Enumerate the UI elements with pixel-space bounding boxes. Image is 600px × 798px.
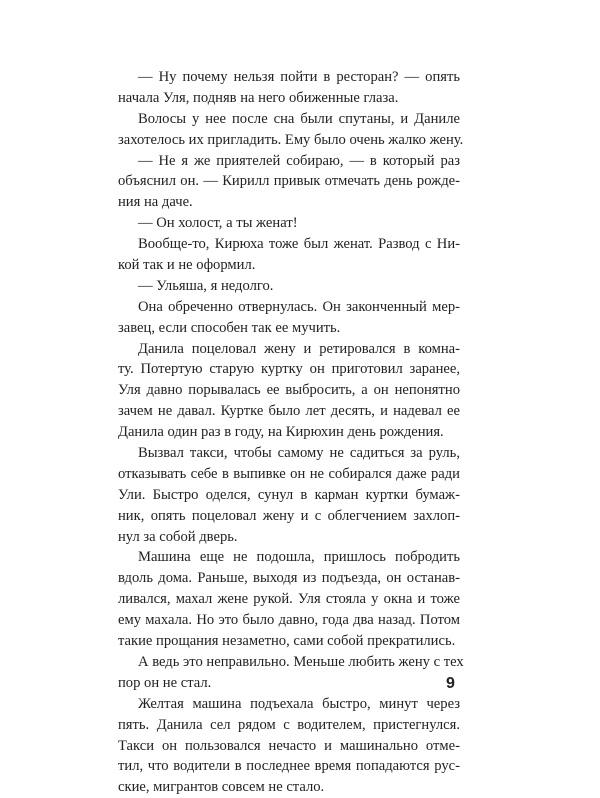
text-line: Такси он пользовался нечасто и машинально отме- xyxy=(118,737,460,754)
text-line: ния на даче. xyxy=(118,194,193,211)
text-line: Вообще-то, Кирюха тоже был женат. Развод с Ни- xyxy=(138,236,460,253)
text-line: захотелось их пригладить. Ему было очень жалко жену. xyxy=(118,131,464,148)
text-line: такие прощания незаметно, сами собой прекратились. xyxy=(118,633,456,650)
text-line: А ведь это неправильно. Меньше любить жену с тех xyxy=(138,653,464,670)
text-line: объяснил он. — Кирилл привык отмечать день рожде- xyxy=(118,173,460,190)
text-line: Волосы у нее после сна были спутаны, и Даниле xyxy=(138,110,460,127)
text-line: Машина еще не подошла, пришлось побродить xyxy=(138,549,460,566)
text-line: Данила поцеловал жену и ретировался в комна- xyxy=(138,340,460,357)
text-line: нул за собой дверь. xyxy=(118,528,238,545)
text-line: Ули. Быстро оделся, сунул в карман куртки бумаж- xyxy=(118,486,460,503)
text-line: завец, если способен так ее мучить. xyxy=(118,319,341,336)
text-line: ливался, махал жене рукой. Уля стояла у окна и тоже xyxy=(118,591,460,608)
text-line: ему махала. Но это было давно, года два назад. Потом xyxy=(118,612,460,629)
text-line: начала Уля, подняв на него обиженные глаза. xyxy=(118,89,399,106)
text-line: ник, опять поцеловал жену и с облегчением захлоп- xyxy=(118,507,460,524)
text-line: — Он холост, а ты женат! xyxy=(138,215,298,232)
text-line: ту. Потертую старую куртку он приготовил заранее, xyxy=(118,361,460,378)
text-line: — Ульяша, я недолго. xyxy=(138,277,274,294)
text-line: Вызвал такси, чтобы самому не садиться за руль, xyxy=(138,445,460,462)
text-line: Желтая машина подъехала быстро, минут через xyxy=(138,695,460,712)
text-line: Данила один раз в году, на Кирюхин день рождения. xyxy=(118,424,444,441)
text-line: отказывать себе в выпивке он не собирался даже ради xyxy=(118,465,460,482)
text-line: Она обреченно отвернулась. Он законченный мер- xyxy=(138,298,460,315)
body-text xyxy=(118,67,464,798)
text-line: — Ну почему нельзя пойти в ресторан? — опять xyxy=(138,69,460,85)
text-line: Уля давно порывалась ее выбросить, а он непонятно xyxy=(118,382,460,399)
page-number: 9 xyxy=(446,675,455,692)
text-line: пять. Данила сел рядом с водителем, пристегнулся. xyxy=(118,716,460,733)
text-line: ские, мигрантов совсем не стало. xyxy=(118,779,325,796)
text-line: — Не я же приятелей собираю, — в который раз xyxy=(138,152,460,169)
text-line: пор он не стал. xyxy=(118,674,212,691)
text-line: вдоль дома. Раньше, выходя из подъезда, он останав- xyxy=(118,570,460,587)
text-line: тил, что водители в последнее время попадаются рус- xyxy=(118,758,460,775)
text-line: кой так и не оформил. xyxy=(118,257,256,274)
text-line: зачем не давал. Куртке было лет десять, и надевал ее xyxy=(118,403,460,420)
